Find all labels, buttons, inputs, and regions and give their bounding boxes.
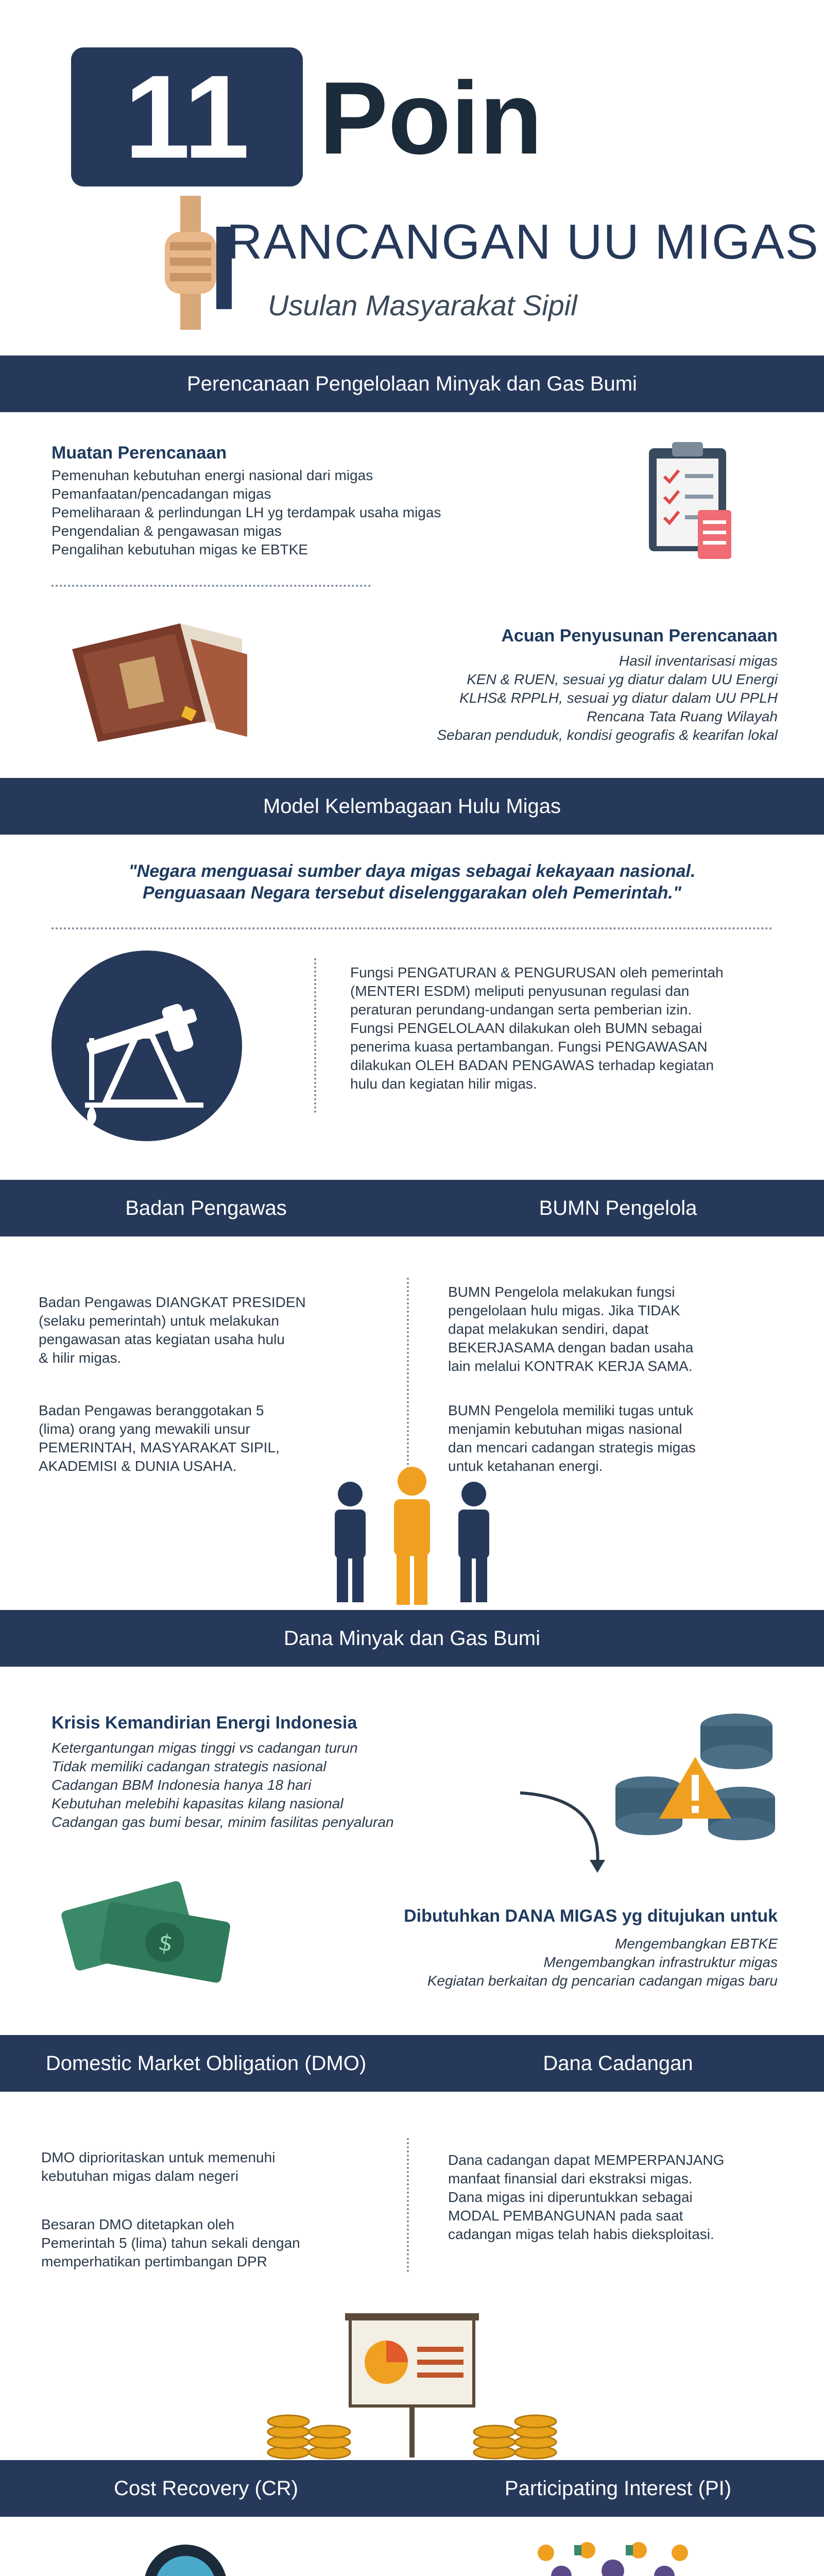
people-group-icon: [324, 1466, 500, 1605]
text-line: dan mencari cadangan strategis migas: [448, 1439, 696, 1455]
pengawas-text-2: [39, 1401, 280, 1476]
section-title-left: Domestic Market Obligation (DMO): [45, 2052, 367, 2075]
kelembagaan-quote: [0, 860, 824, 904]
text-line: DMO diprioritaskan untuk memenuhi: [41, 2149, 276, 2165]
text-line: Fungsi PENGATURAN & PENGURUSAN oleh pemerintah: [350, 964, 724, 980]
text-line: (selaku pemerintah) untuk melakukan: [39, 1313, 279, 1329]
acuan-title: Acuan Penyusunan Perencanaan: [501, 626, 778, 646]
list-item: Pengalihan kebutuhan migas ke EBTKE: [52, 541, 308, 557]
text-line: dilakukan OLEH BADAN PENGAWAS terhadap kegiatan: [350, 1057, 714, 1073]
quote-line: "Negara menguasai sumber daya migas sebagai kekayaan nasional.: [128, 861, 696, 881]
text-line: Badan Pengawas beranggotakan 5: [39, 1402, 264, 1418]
money-icon: [52, 1860, 237, 1994]
list-item: KLHS& RPPLH, sesuai yg diatur dalam UU PPLH: [459, 690, 778, 706]
text-line: menjamin kebutuhan migas nasional: [448, 1421, 682, 1437]
text-line: BEKERJASAMA dengan badan usaha: [448, 1340, 694, 1355]
list-item: Pemeliharaan & perlindungan LH yg terdampak usaha migas: [52, 504, 441, 520]
section-title: Model Kelembagaan Hulu Migas: [263, 794, 561, 818]
text-line: Badan Pengawas DIANGKAT PRESIDEN: [39, 1294, 306, 1310]
krisis-list: [52, 1739, 394, 1832]
fungsi-text: [350, 963, 724, 1093]
divider: [52, 927, 772, 929]
krisis-title: Krisis Kemandirian Energi Indonesia: [52, 1713, 357, 1733]
number-text: 11: [124, 50, 250, 183]
text-line: Besaran DMO ditetapkan oleh: [41, 2216, 235, 2232]
pengawas-text-1: [39, 1293, 306, 1367]
section-band-dmo-cadangan: [0, 2035, 824, 2092]
text-line: MODAL PEMBANGUNAN pada saat: [448, 2208, 683, 2224]
section-band-pengawas-bumn: [0, 1180, 824, 1236]
books-icon: [62, 618, 258, 742]
section-title-right: Dana Cadangan: [543, 2052, 693, 2075]
section-title-right: Participating Interest (PI): [504, 2477, 732, 2500]
text-line: untuk ketahanan energi.: [448, 1458, 603, 1474]
header-title: Poin: [319, 61, 543, 176]
list-item: Cadangan gas bumi besar, minim fasilitas penyaluran: [52, 1814, 394, 1830]
list-item: Ketergantungan migas tinggi vs cadangan turun: [52, 1740, 358, 1756]
text-line: Fungsi PENGELOLAAN dilakukan oleh BUMN sebagai: [350, 1020, 702, 1036]
presentation-coins-icon: [258, 2313, 566, 2463]
list-item: Mengembangkan EBTKE: [615, 1936, 778, 1952]
quote-line: Penguasaan Negara tersebut diselenggarakan oleh Pemerintah.": [143, 883, 681, 903]
text-line: Pemerintah 5 (lima) tahun sekali dengan: [41, 2235, 300, 2251]
text-line: AKADEMISI & DUNIA USAHA.: [39, 1458, 237, 1474]
section-title: Dana Minyak dan Gas Bumi: [283, 1626, 540, 1650]
list-item: Hasil inventarisasi migas: [619, 653, 778, 669]
section-title-left: Badan Pengawas: [125, 1196, 287, 1219]
text-line: peraturan perundang-undangan serta pemberian izin.: [350, 1002, 692, 1018]
text-line: manfaat finansial dari ekstraksi migas.: [448, 2171, 693, 2187]
list-item: Pemenuhan kebutuhan energi nasional dari migas: [52, 467, 373, 483]
dmo-text-1: [41, 2148, 275, 2185]
number-badge: [71, 47, 303, 187]
header-tagline: Usulan Masyarakat Sipil: [268, 289, 577, 321]
muatan-title: Muatan Perencanaan: [52, 443, 227, 463]
section-band-kelembagaan: [0, 778, 824, 835]
section-band-dana-migas: [0, 1610, 824, 1667]
text-line: cadangan migas telah habis dieksploitasi.: [448, 2226, 714, 2242]
bumn-text-1: [448, 1283, 693, 1376]
list-item: Cadangan BBM Indonesia hanya 18 hari: [52, 1777, 312, 1793]
dana-list: [427, 1935, 778, 1990]
section-title: Perencanaan Pengelolaan Minyak dan Gas Bumi: [187, 372, 637, 395]
magnifier-icon: [139, 2540, 263, 2576]
bumn-text-2: [448, 1401, 696, 1476]
text-line: Dana migas ini diperuntukkan sebagai: [448, 2189, 693, 2205]
acuan-list: [437, 652, 778, 744]
vertical-divider: [407, 1278, 411, 1494]
list-item: KEN & RUEN, sesuai yg diatur dalam UU Energi: [467, 671, 778, 687]
list-item: Mengembangkan infrastruktur migas: [543, 1954, 778, 1970]
section-title-left: Cost Recovery (CR): [114, 2477, 298, 2500]
svg-text:$: $: [156, 1929, 175, 1958]
divider: [52, 585, 371, 587]
text-line: Dana cadangan dapat MEMPERPANJANG: [448, 2152, 725, 2168]
section-band-cr-pi: [0, 2460, 824, 2517]
database-warning-icon: [613, 1710, 778, 1844]
text-line: penerima kuasa pertambangan. Fungsi PENGAWASAN: [350, 1039, 708, 1055]
text-line: kebutuhan migas dalam negeri: [41, 2168, 238, 2184]
vertical-divider: [314, 958, 318, 1113]
text-line: PEMERINTAH, MASYARAKAT SIPIL,: [39, 1439, 280, 1455]
text-line: dapat melakukan sendiri, dapat: [448, 1321, 649, 1337]
dmo-text-2: [41, 2215, 300, 2271]
dana-title: Dibutuhkan DANA MIGAS yg ditujukan untuk: [404, 1906, 778, 1926]
cadangan-text: [448, 2151, 724, 2244]
vertical-divider: [407, 2138, 411, 2272]
section-band-perencanaan: [0, 355, 824, 412]
list-item: Sebaran penduduk, kondisi geografis & kearifan lokal: [437, 727, 778, 743]
text-line: & hilir migas.: [39, 1350, 122, 1366]
muatan-list: [52, 466, 441, 559]
text-line: (MENTERI ESDM) meliputi penyusunan regulasi dan: [350, 983, 690, 999]
header-subtitle: RANCANGAN UU MIGAS: [227, 214, 819, 269]
text-line: (lima) orang yang mewakili unsur: [39, 1421, 250, 1437]
list-item: Pengendalian & pengawasan migas: [52, 523, 282, 539]
list-item: Tidak memiliki cadangan strategis nasional: [52, 1758, 327, 1774]
text-line: lain melalui KONTRAK KERJA SAMA.: [448, 1358, 693, 1374]
text-line: pengelolaan hulu migas. Jika TIDAK: [448, 1302, 680, 1318]
section-title-right: BUMN Pengelola: [539, 1196, 697, 1219]
list-item: Pemanfaatan/pencadangan migas: [52, 486, 271, 502]
text-line: BUMN Pengelola memiliki tugas untuk: [448, 1402, 694, 1418]
list-item: Rencana Tata Ruang Wilayah: [587, 708, 778, 724]
arrow-icon: [515, 1788, 618, 1875]
text-line: pengawasan atas kegiatan usaha hulu: [39, 1331, 285, 1347]
text-line: BUMN Pengelola melakukan fungsi: [448, 1284, 675, 1300]
clipboard-icon: [639, 433, 742, 567]
investors-icon: [530, 2540, 695, 2576]
list-item: Kebutuhan melebihi kapasitas kilang nasional: [52, 1795, 344, 1811]
text-line: hulu dan kegiatan hilir migas.: [350, 1076, 537, 1092]
text-line: memperhatikan pertimbangan DPR: [41, 2253, 267, 2269]
list-item: Kegiatan berkaitan dg pencarian cadangan migas baru: [427, 1973, 778, 1989]
oil-pump-icon: [49, 948, 245, 1144]
